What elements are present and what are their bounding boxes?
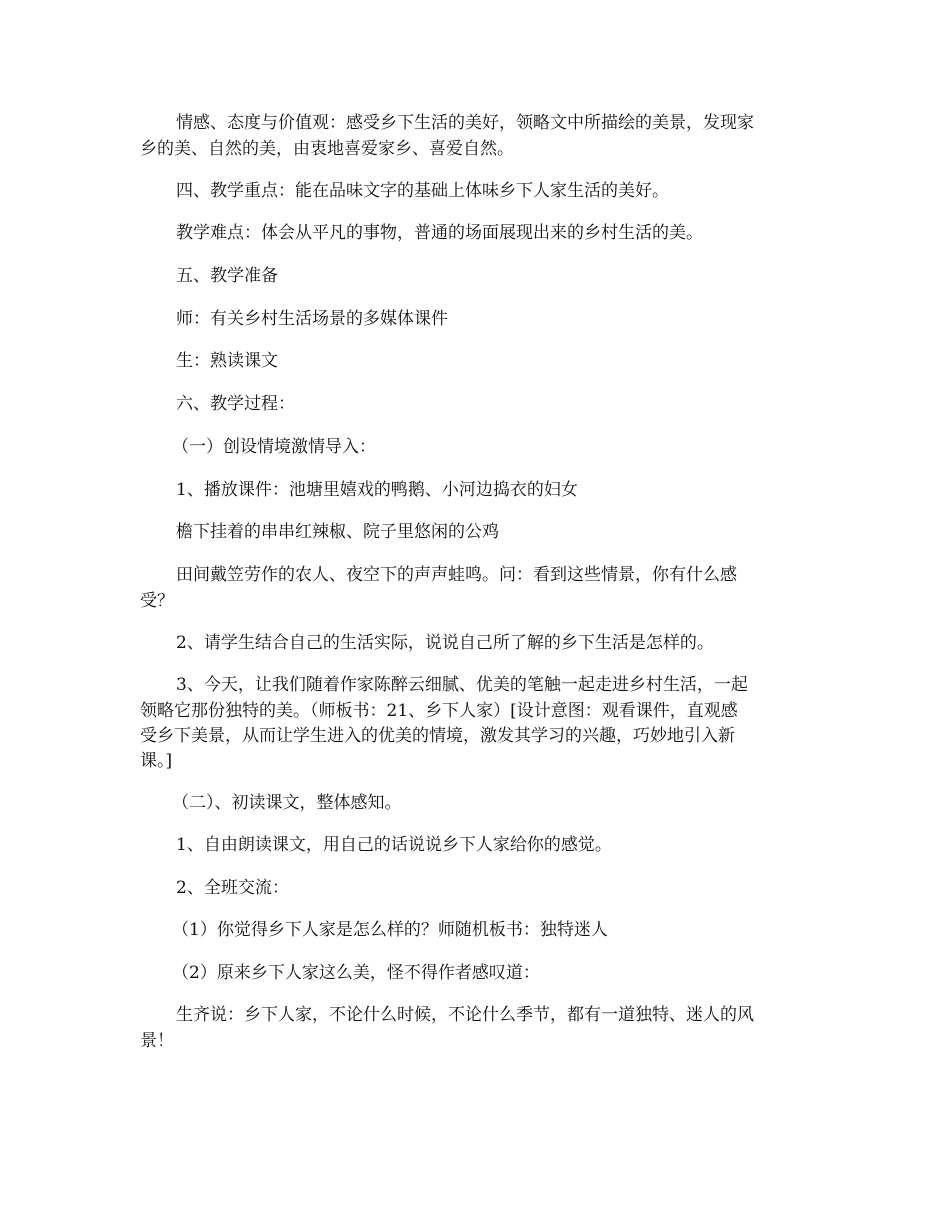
paragraph-line: 情感、态度与价值观：感受乡下生活的美好，领略文中所描绘的美景，发现家 [176, 113, 754, 133]
paragraph-line: 1、播放课件：池塘里嬉戏的鸭鹅、小河边捣衣的妇女 [176, 480, 578, 500]
paragraph-line: 师：有关乡村生活场景的多媒体课件 [176, 309, 448, 329]
paragraph-line: 课。] [140, 751, 173, 771]
subsection-heading: （一）创设情境激情导入： [172, 437, 376, 457]
paragraph-line: 四、教学重点：能在品味文字的基础上体味乡下人家生活的美好。 [176, 181, 669, 201]
paragraph-line: 生齐说：乡下人家，不论什么时候，不论什么季节，都有一道独特、迷人的风 [176, 1005, 754, 1025]
paragraph-line: 1、自由朗读课文，用自己的话说说乡下人家给你的感觉。 [176, 835, 612, 855]
section-heading: 六、教学过程： [176, 394, 295, 414]
paragraph-line: 受？ [140, 591, 174, 611]
paragraph-line: 檐下挂着的串串红辣椒、院子里悠闲的公鸡 [176, 522, 499, 542]
paragraph-line: 领略它那份独特的美。（师板书：21、乡下人家）[设计意图：观看课件，直观感 [140, 701, 738, 721]
paragraph-line: 生：熟读课文 [176, 351, 278, 371]
paragraph-line: 景！ [140, 1031, 174, 1051]
paragraph-line: 教学难点：体会从平凡的事物，普通的场面展现出来的乡村生活的美。 [176, 223, 703, 243]
paragraph-line: 3、今天，让我们随着作家陈醉云细腻、优美的笔触一起走进乡村生活，一起 [176, 675, 748, 695]
paragraph-line: 2、全班交流： [176, 878, 289, 898]
paragraph-line: 受乡下美景，从而让学生进入的优美的情境，激发其学习的兴趣，巧妙地引入新 [140, 726, 735, 746]
paragraph-line: （2）原来乡下人家这么美，怪不得作者感叹道： [172, 963, 540, 983]
subsection-heading: （二）、初读课文，整体感知。 [172, 793, 402, 813]
paragraph-line: 乡的美、自然的美，由衷地喜爱家乡、喜爱自然。 [140, 139, 514, 159]
section-heading: 五、教学准备 [176, 266, 278, 286]
paragraph-line: 田间戴笠劳作的农人、夜空下的声声蛙鸣。问：看到这些情景，你有什么感 [176, 565, 737, 585]
paragraph-line: 2、请学生结合自己的生活实际，说说自己所了解的乡下生活是怎样的。 [176, 633, 714, 653]
paragraph-line: （1）你觉得乡下人家是怎么样的？师随机板书：独特迷人 [172, 920, 608, 940]
